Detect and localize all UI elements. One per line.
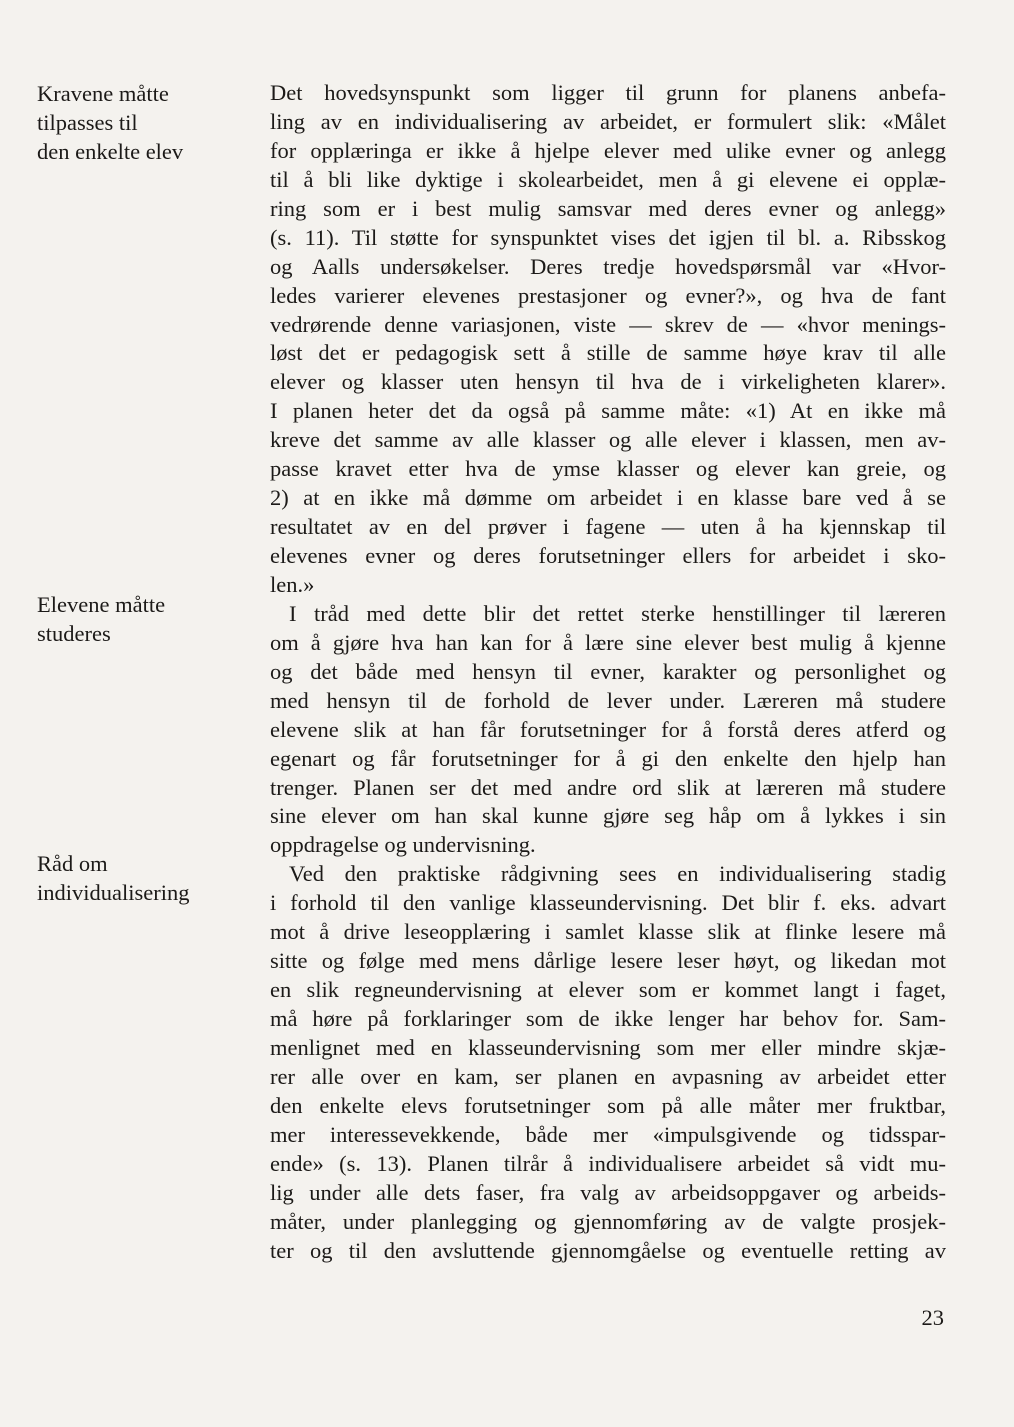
text-line: for opplæringa er ikke å hjelpe elever med ulike evner og anlegg [270,137,946,163]
text-line: lig under alle dets faser, fra valg av arbeidsoppgaver og arbeids- [270,1179,946,1205]
text-line: ling av en individualisering av arbeidet, er formulert slik: «Målet [270,108,946,134]
text-line: ter og til den avsluttende gjennomgåelse og eventuelle retting av [270,1237,946,1263]
margin-note-line: Kravene måtte [37,81,169,106]
text-line: ende» (s. 13). Planen tilrår å individualisere arbeidet så vidt mu- [270,1150,946,1176]
text-line: Ved den praktiske rådgivning sees en individualisering stadig [289,861,946,887]
text-line: om å gjøre hva han kan for å lære sine elever best mulig å kjenne [270,629,946,655]
text-line: ring som er i best mulig samsvar med deres evner og anlegg» [270,195,946,221]
text-line: og Aalls undersøkelser. Deres tredje hovedspørsmål var «Hvor- [270,253,946,279]
text-line: Det hovedsynspunkt som ligger til grunn for planens anbefa- [270,80,946,105]
paragraph-3 [270,860,946,1265]
text-line: I planen heter det da også på samme måte: «1) At en ikke må [270,398,946,424]
text-line: egenart og får forutsetninger for å gi den enkelte den hjelp han [270,745,946,771]
text-line: måter, under planlegging og gjennomføring av de valgte prosjek- [270,1208,946,1234]
body-text [270,79,946,1265]
text-line: len.» [270,571,315,597]
margin-note-study-pupils [37,590,252,648]
margin-note-line: Elevene måtte [37,592,166,617]
text-line: med hensyn til de forhold de lever under. Læreren må studere [270,687,946,713]
text-line: ledes varierer elevenes prestasjoner og evner?», og hva de fant [270,282,946,308]
paragraph-1 [270,79,946,600]
margin-note-line: individualisering [37,880,190,905]
text-line: til å bli like dyktige i skolearbeidet, men å gi elevene ei opplæ- [270,166,946,192]
text-line: oppdragelse og undervisning. [270,832,536,858]
margin-note-line: den enkelte elev [37,139,184,164]
margin-note-line: tilpasses til [37,110,138,135]
text-line: kreve det samme av alle klasser og alle elever i klassen, men av- [270,427,946,453]
margin-note-adapted-requirements [37,79,252,166]
text-line: sitte og følge med mens dårlige lesere leser høyt, og likedan mot [270,948,946,974]
text-line: menlignet med en klasseundervisning som mer eller mindre skjæ- [270,1034,946,1060]
text-line: sine elever om han skal kunne gjøre seg håp om å lykkes i sin [270,803,946,829]
paragraph-2 [270,600,946,860]
text-line: 2) at en ikke må dømme om arbeidet i en klasse bare ved å se [270,485,946,511]
text-line: rer alle over en kam, ser planen en avpasning av arbeidet etter [270,1063,946,1089]
text-line: resultatet av en del prøver i fagene — uten å ha kjennskap til [270,514,946,540]
text-line: elever og klasser uten hensyn til hva de i virkeligheten klarer». [270,369,946,395]
text-line: elevene slik at han får forutsetninger for å forstå deres atferd og [270,716,946,742]
text-line: trenger. Planen ser det med andre ord slik at læreren må studere [270,774,946,800]
text-line: mer interessevekkende, både mer «impulsgivende og tidsspar- [270,1121,946,1147]
margin-note-line: studeres [37,621,111,646]
page-number: 23 [921,1305,944,1330]
text-line: elevenes evner og deres forutsetninger ellers for arbeidet i sko- [270,543,946,568]
margin-note-individualisation-advice [37,849,252,907]
text-line: I tråd med dette blir det rettet sterke henstillinger til læreren [289,600,946,626]
text-line: (s. 11). Til støtte for synspunktet vises det igjen til bl. a. Ribsskog [270,224,946,250]
text-line: passe kravet etter hva de ymse klasser og elever kan greie, og [270,456,946,482]
text-line: løst det er pedagogisk sett å stille de samme høye krav til alle [270,340,946,366]
text-line: må høre på forklaringer som de ikke lenger har behov for. Sam- [270,1006,946,1031]
text-line: og det både med hensyn til evner, karakter og personlighet og [270,658,946,684]
text-line: den enkelte elevs forutsetninger som på alle måter mer fruktbar, [270,1092,946,1118]
text-line: vedrørende denne variasjonen, viste — skrev de — «hvor menings- [270,311,946,337]
text-line: i forhold til den vanlige klasseundervisning. Det blir f. eks. advart [270,890,946,916]
text-line: en slik regneundervisning at elever som er kommet langt i faget, [270,977,946,1003]
text-line: mot å drive leseopplæring i samlet klasse slik at flinke lesere må [270,919,946,945]
margin-note-line: Råd om [37,851,108,876]
